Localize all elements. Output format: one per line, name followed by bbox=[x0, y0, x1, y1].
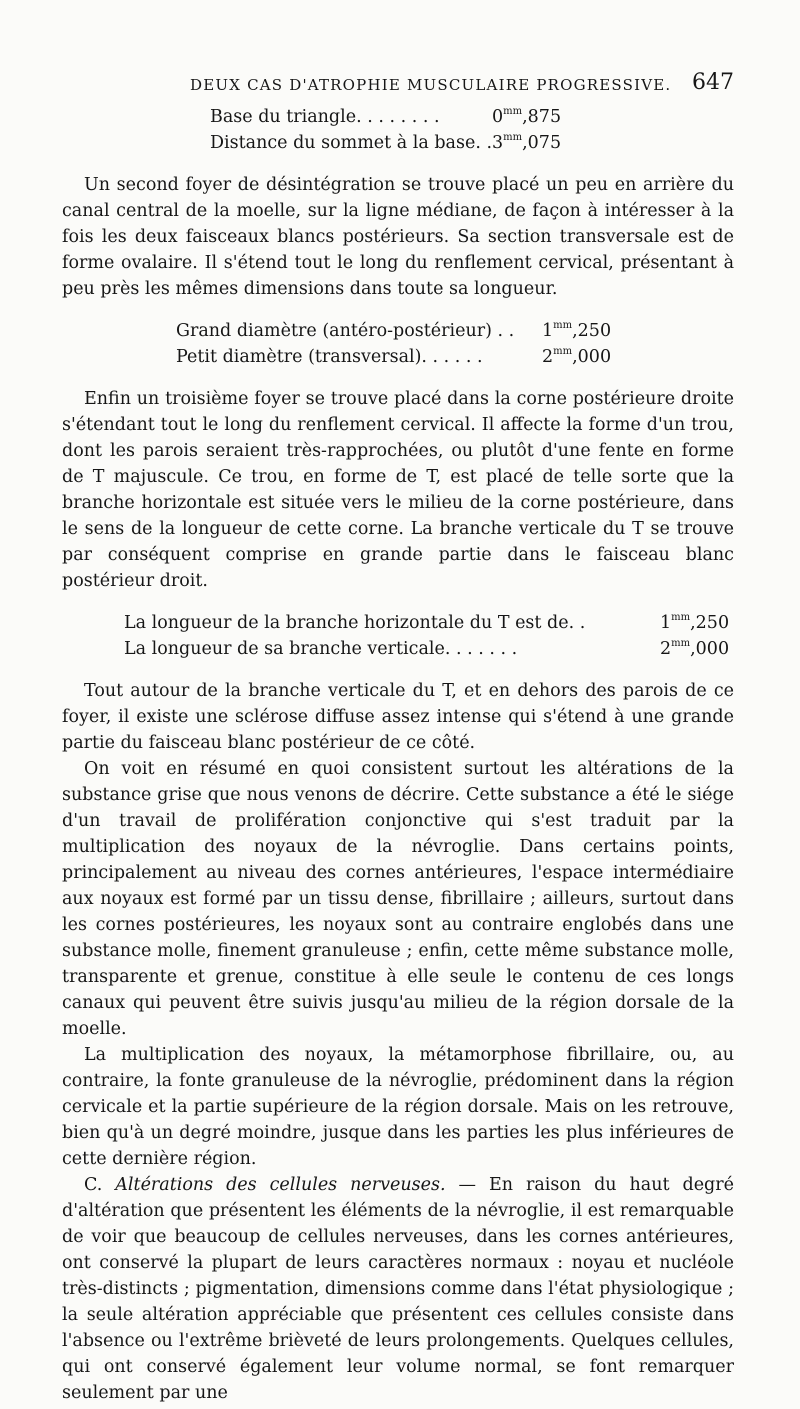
measurement-row bbox=[176, 344, 734, 370]
paragraph: On voit en résumé en quoi consistent surtout les altérations de la substance grise que nous venons de décrire. Cette substance a été le siége d'un travail de prolifération conjonctive qui s'est traduit par la multiplication des noyaux de la névroglie. Dans certains points, principalement au niveau des cornes antérieures, l'espace intermédiaire aux noyaux est formé par un tissu dense, fibrillaire ; ailleurs, surtout dans les cornes postérieures, les noyaux sont au contraire englobés dans une substance molle, finement granuleuse ; enfin, cette même substance molle, transparente et grenue, constitue à elle seule le contenu de ces longs canaux qui peuvent être suivis jusqu'au milieu de la région dorsale de la moelle. bbox=[62, 759, 734, 1039]
measurement-row bbox=[124, 636, 734, 662]
page-header bbox=[62, 70, 734, 104]
paragraph: Tout autour de la branche verticale du T, et en dehors des parois de ce foyer, il existe une sclérose diffuse assez intense qui s'étend à une grande partie du faisceau blanc postérieur de ce côté. bbox=[62, 681, 734, 753]
measurement-row bbox=[210, 130, 734, 156]
measurement-row bbox=[176, 318, 734, 344]
measurement-table-branches bbox=[62, 610, 734, 662]
measurement-label: Distance du sommet à la base. . bbox=[210, 133, 493, 153]
measurement-label: Base du triangle. . . . . . . . bbox=[210, 107, 440, 127]
measurement-label: Grand diamètre (antéro-postérieur) . . bbox=[176, 321, 515, 341]
measurement-row bbox=[124, 610, 734, 636]
measurement-value: $2^{mm},000$ bbox=[542, 346, 612, 367]
measurement-value: $2^{mm},000$ bbox=[660, 638, 730, 659]
measurement-row bbox=[210, 104, 734, 130]
page-number: 647 bbox=[692, 70, 734, 95]
measurement-value: $1^{mm},250$ bbox=[660, 612, 730, 633]
measurement-label: La longueur de la branche horizontale du T est de. . bbox=[124, 613, 586, 633]
book-page bbox=[62, 70, 734, 1406]
measurement-value: $3^{mm},075$ bbox=[492, 132, 562, 153]
paragraph-section-c bbox=[62, 1172, 734, 1406]
section-text: — En raison du haut degré d'altération que présentent les éléments de la névroglie, il est remarquable de voir que beaucoup de cellules nerveuses, dans les cornes antérieures, ont conservé la plupart de leurs caractères normaux : noyau et nucléole très-distincts ; pigmentation, dimensions comme dans l'état physiologique ; la seule altération appréciable que présentent ces cellules consiste dans l'absence ou l'extrême brièveté de leurs prolongements. Quelques cellules, qui ont conservé également leur volume normal, se font remarquer seulement par une bbox=[62, 1175, 734, 1403]
measurement-value: $0^{mm},875$ bbox=[492, 106, 562, 127]
measurement-table-diameters bbox=[62, 318, 734, 370]
section-letter: C. bbox=[84, 1175, 116, 1195]
measurement-label: Petit diamètre (transversal). . . . . . bbox=[176, 347, 483, 367]
measurement-table-triangle bbox=[62, 104, 734, 156]
measurement-value: $1^{mm},250$ bbox=[542, 320, 612, 341]
paragraph: Enfin un troisième foyer se trouve placé dans la corne postérieure droite s'étendant tout le long du renflement cervical. Il affecte la forme d'un trou, dont les parois seraient très-rapprochées, ou plutôt d'une fente en forme de T majuscule. Ce trou, en forme de T, est placé de telle sorte que la branche horizontale est située vers le milieu de la corne postérieure, dans le sens de la longueur de cette corne. La branche verticale du T se trouve par conséquent comprise en grande partie dans le faisceau blanc postérieur droit. bbox=[62, 389, 734, 591]
measurement-label: La longueur de sa branche verticale. . . . . . . bbox=[124, 639, 518, 659]
paragraph: Un second foyer de désintégration se trouve placé un peu en arrière du canal central de la moelle, sur la ligne médiane, de façon à intéresser à la fois les deux faisceaux blancs postérieurs. Sa section transversale est de forme ovalaire. Il s'étend tout le long du renflement cervical, présentant à peu près les mêmes dimensions dans toute sa longueur. bbox=[62, 175, 734, 299]
paragraph: La multiplication des noyaux, la métamorphose fibrillaire, ou, au contraire, la fonte granuleuse de la névroglie, prédominent dans la région cervicale et la partie supérieure de la région dorsale. Mais on les retrouve, bien qu'à un degré moindre, jusque dans les parties les plus inférieures de cette dernière région. bbox=[62, 1045, 734, 1169]
section-heading: Altérations des cellules nerveuses. bbox=[115, 1175, 446, 1195]
running-title: DEUX CAS D'ATROPHIE MUSCULAIRE PROGRESSIVE. bbox=[190, 76, 672, 94]
